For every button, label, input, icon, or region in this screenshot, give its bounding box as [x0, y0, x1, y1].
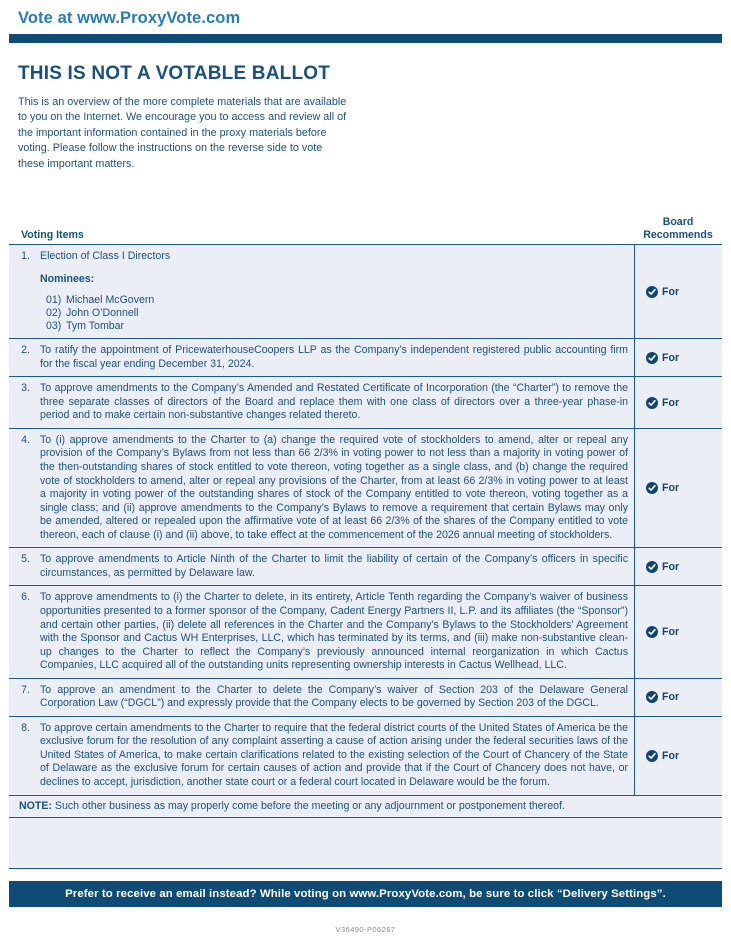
recommendation-badge [646, 286, 679, 298]
item-description-text: To ratify the appointment of PricewaterhouseCoopers LLP as the Company’s independent registered public accounting firm for the fiscal year ending December 31, 2024. [40, 344, 628, 370]
check-circle-icon [646, 482, 658, 494]
recommendation-badge [646, 482, 679, 494]
document-control-code: V36490-P06267 [335, 925, 396, 935]
column-header-voting-items: Voting Items [21, 229, 84, 242]
item-number: 3. [21, 382, 30, 395]
recommendation-label: For [662, 691, 680, 704]
nominees-label: Nominees: [40, 272, 95, 285]
item-description-text: To approve amendments to the Company’s Amended and Restated Certificate of Incorporation (the “Charter”) to remove the three separate classes of directors of the Board and replace them with one class of directors over a three-year phase-in period and to make certain non-substantive changes related thereto. [40, 382, 628, 422]
item-number: 1. [21, 250, 30, 263]
item-description-text: To approve amendments to (i) the Charter to delete, in its entirety, Article Tenth regarding the Company’s waiver of business opportunities presented to a former sponsor of the Company, Cadent Energy Partners II, L.P. and its affiliates (the “Sponsor”) and certain other parties, (ii) delete all references in the Charter and the Company’s Bylaws to the Stockholders’ Agreement with the Sponsor and Cactus WH Enterprises, LLC, which has terminated by its terms, and (iii) make non-substantive clean-up changes to the Charter to reflect the Company’s previously announced internal reorganization in which Cactus Companies, LLC acquired all of the outstanding units representing ownership interests in Cactus Wellhead, LLC. [40, 591, 628, 672]
recommendation-label: For [662, 482, 680, 495]
board-recommendation-cell [634, 429, 722, 547]
nominee-name: Michael McGovern [66, 293, 155, 306]
table-row [9, 339, 722, 377]
recommendation-badge [646, 352, 679, 364]
item-description [36, 339, 634, 376]
recommendation-badge [646, 626, 679, 638]
item-number: 4. [21, 433, 30, 446]
item-description-text: To approve amendments to Article Ninth of the Charter to limit the liability of certain of the Company’s officers in specific circumstances, as permitted by Delaware law. [40, 553, 628, 579]
check-circle-icon [646, 691, 658, 703]
recommendation-badge [646, 691, 679, 703]
proxyvote-url-heading[interactable]: Vote at www.ProxyVote.com [18, 9, 241, 27]
table-row [9, 548, 722, 586]
item-number: 6. [21, 591, 30, 604]
delivery-settings-banner: Prefer to receive an email instead? While voting on www.ProxyVote.com, be sure to click “Delivery Settings”. [9, 881, 722, 907]
table-row [9, 586, 722, 678]
recommendation-label: For [662, 749, 680, 762]
item-number: 5. [21, 553, 30, 566]
recommendation-label: For [662, 285, 680, 298]
nominee-name: Tym Tombar [66, 319, 125, 332]
header-divider-rule [9, 34, 722, 43]
item-description [36, 679, 634, 716]
check-circle-icon [646, 561, 658, 573]
column-header-board-line1: Board [662, 216, 694, 228]
column-header-board-recommends [634, 216, 722, 241]
board-recommendation-cell [634, 548, 722, 585]
table-header-row [9, 216, 722, 244]
check-circle-icon [646, 352, 658, 364]
page-title: THIS IS NOT A VOTABLE BALLOT [18, 63, 331, 84]
check-circle-icon [646, 626, 658, 638]
item-description [36, 586, 634, 677]
board-recommendation-cell [634, 717, 722, 795]
nominee-index: 03) [46, 319, 62, 332]
item-description-text: To approve certain amendments to the Charter to require that the federal district courts of the United States of America be the exclusive forum for the resolution of any complaint asserting a cause of action arising under the federal securities laws of the United States of America, to make certain clarifications related to the existing selection of the Court of Chancery of the State of Delaware as the exclusive forum for certain causes of action and provide that if the Court of Chancery does not have, or declines to accept, jurisdiction, another state court or a federal court located in Delaware would be the forum. [40, 721, 628, 788]
recommendation-label: For [662, 351, 680, 364]
item-description-text: To approve an amendment to the Charter to delete the Company’s waiver of Section 203 of the Delaware General Corporation Law (“DGCL”) and expressly provide that the Company elects to be governed by Section 203 of the DGCL. [40, 683, 628, 710]
table-row [9, 245, 722, 339]
item-description [36, 717, 634, 795]
recommendation-label: For [662, 626, 680, 639]
item-description [36, 245, 634, 338]
nominee-list [40, 294, 628, 334]
item-description [36, 548, 634, 585]
recommendation-label: For [662, 396, 680, 409]
nominee-index: 01) [46, 293, 62, 306]
board-recommendation-cell [634, 245, 722, 338]
list-item [40, 307, 628, 320]
voting-items-table [9, 216, 722, 934]
table-row [9, 679, 722, 717]
recommendation-badge [646, 561, 679, 573]
intro-paragraph: This is an overview of the more complete materials that are available to you on the Internet. We encourage you to access and review all of the important information contained in the proxy materials before voting. Please follow the instructions on the reverse side to vote these important matters. [18, 96, 347, 170]
board-recommendation-cell [634, 679, 722, 716]
recommendation-badge [646, 750, 679, 762]
table-row [9, 429, 722, 548]
nominee-index: 02) [46, 306, 62, 319]
recommendation-label: For [662, 560, 680, 573]
list-item [40, 320, 628, 333]
table-row [9, 377, 722, 429]
nominee-name: John O’Donnell [66, 306, 139, 319]
check-circle-icon [646, 397, 658, 409]
list-item [40, 294, 628, 307]
item-description-text: To (i) approve amendments to the Charter to (a) change the required vote of stockholders to amend, alter or repeal any provision of the Company’s Bylaws from not less than 66 2/3% in voting power to not less than a majority in voting power of the then-outstanding shares of stock entitled to vote thereon, voting together as a single class, and (b) change the required vote of stockholders to amend, alter or repeal any provisions of the Charter, from at least 66 2/3% in voting power to at least a majority in voting power of the outstanding shares of stock of the Company entitled to vote thereon, voting together as a single class; and (ii) approve amendments to the Company’s Bylaws to remove a requirement that certain Bylaws may only be amended, altered or repealed upon the affirmative vote of at least 66 2/3% of the shares of the Company entitled to vote thereon, each of clause (i) and (ii) above, to take effect at the commencement of the 2026 annual meeting of stockholders. [40, 433, 628, 541]
item-number: 8. [21, 721, 30, 734]
note-label: NOTE: [19, 799, 55, 812]
blank-spacer-row [9, 818, 722, 869]
board-recommendation-cell [634, 377, 722, 428]
voting-items-rows [9, 244, 722, 795]
check-circle-icon [646, 286, 658, 298]
board-recommendation-cell [634, 586, 722, 677]
item-description [36, 377, 634, 428]
check-circle-icon [646, 750, 658, 762]
item-number: 2. [21, 344, 30, 357]
item-number: 7. [21, 683, 30, 696]
item-description [36, 429, 634, 547]
recommendation-badge [646, 397, 679, 409]
table-row [9, 717, 722, 796]
column-header-board-line2: Recommends [643, 228, 713, 241]
note-row [9, 796, 722, 819]
note-text: Such other business as may properly come before the meeting or any adjournment or postponement thereof. [54, 799, 565, 812]
board-recommendation-cell [634, 339, 722, 376]
item-description-text: Election of Class I Directors [40, 250, 171, 263]
